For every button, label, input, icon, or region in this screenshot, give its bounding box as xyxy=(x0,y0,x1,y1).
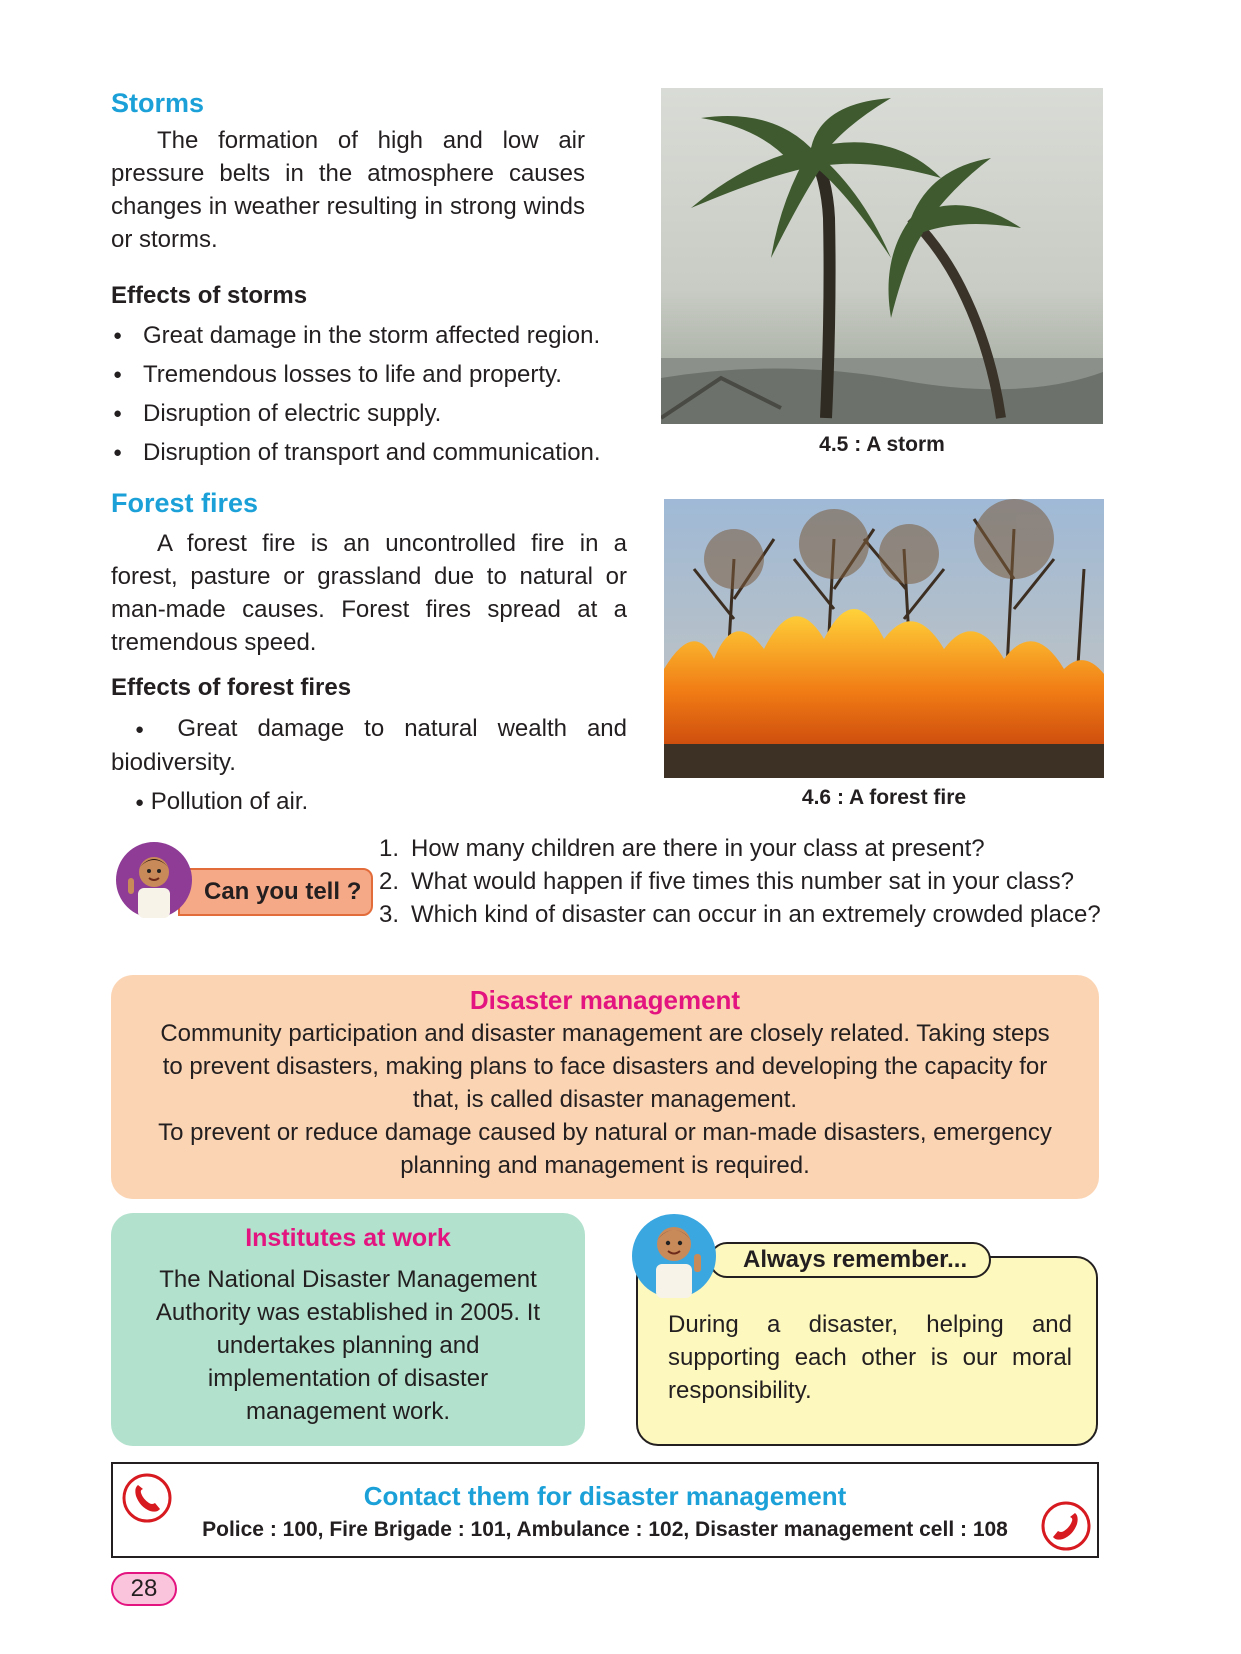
forest-fires-effect-2 xyxy=(135,785,627,819)
institutes-at-work-text: The National Disaster Management Authority was established in 2005. It undertakes planning and implementation of disaster management work. xyxy=(155,1266,541,1425)
forest-fires-heading: Forest fires xyxy=(111,488,259,518)
disaster-management-box xyxy=(111,975,1099,1199)
list-item: ● Disruption of electric supply. xyxy=(111,394,641,433)
institutes-at-work-box xyxy=(111,1213,585,1446)
storms-effects-heading: Effects of storms xyxy=(111,282,308,309)
storms-effects-list xyxy=(111,316,641,472)
question-item xyxy=(379,865,1105,898)
list-item: Great damage to natural wealth and biodiversity. xyxy=(111,715,628,777)
list-item: ● Great damage in the storm affected region. xyxy=(111,316,641,355)
storm-figure-caption: 4.5 : A storm xyxy=(819,433,945,456)
institutes-at-work-title: Institutes at work xyxy=(245,1224,451,1252)
disaster-management-paragraph-1: Community participation and disaster management are closely related. Taking steps to prevent disasters, making plans to face disasters and developing the capacity for that, is called disaster management. xyxy=(160,1020,1050,1113)
storms-heading: Storms xyxy=(111,88,205,118)
forest-fires-paragraph: A forest fire is an uncontrolled fire in a forest, pasture or grassland due to natural or man-made causes. Forest fires spread at a tremendous speed. xyxy=(111,530,627,656)
forest-fire-figure-caption: 4.6 : A forest fire xyxy=(801,786,967,809)
storms-paragraph: The formation of high and low air pressure belts in the atmosphere causes changes in weather resulting in strong winds or storms. xyxy=(111,127,585,253)
phone-icon xyxy=(121,1472,173,1524)
bullet-icon: ● xyxy=(135,721,158,739)
disaster-management-title: Disaster management xyxy=(469,985,741,1015)
storm-photo xyxy=(661,88,1103,424)
forest-fires-effect-1 xyxy=(111,712,627,779)
always-remember-text: During a disaster, helping and supporting each other is our moral responsibility. xyxy=(668,1311,1072,1404)
bullet-icon: ● xyxy=(135,794,145,812)
question-text: What would happen if five times this number sat in your class? xyxy=(411,868,1074,895)
question-item xyxy=(379,832,1105,865)
forest-fire-photo xyxy=(664,499,1104,778)
child-avatar-icon xyxy=(628,1206,720,1302)
can-you-tell-label: Can you tell ? xyxy=(178,868,373,916)
can-you-tell-questions xyxy=(379,832,1105,931)
question-number: 3. xyxy=(379,901,400,928)
forest-fires-effects-heading: Effects of forest fires xyxy=(111,674,352,701)
list-item: ● Tremendous losses to life and property. xyxy=(111,355,641,394)
question-text: How many children are there in your class at present? xyxy=(411,835,985,862)
question-number: 1. xyxy=(379,835,400,862)
page-number: 28 xyxy=(111,1572,177,1606)
child-avatar-icon xyxy=(114,838,194,922)
disaster-management-paragraph-2: To prevent or reduce damage caused by natural or man-made disasters, emergency planning and management is required. xyxy=(158,1119,1052,1179)
emergency-numbers: Police : 100, Fire Brigade : 101, Ambulance : 102, Disaster management cell : 108 xyxy=(202,1518,1008,1541)
always-remember-label: Always remember... xyxy=(709,1242,991,1278)
contact-box xyxy=(111,1462,1099,1558)
contact-title: Contact them for disaster management xyxy=(363,1481,847,1511)
question-text: Which kind of disaster can occur in an extremely crowded place? xyxy=(411,901,1101,928)
list-item: ● Disruption of transport and communication. xyxy=(111,433,641,472)
question-item xyxy=(379,898,1105,931)
list-item: Pollution of air. xyxy=(150,788,309,815)
phone-icon xyxy=(1040,1500,1092,1552)
question-number: 2. xyxy=(379,868,400,895)
